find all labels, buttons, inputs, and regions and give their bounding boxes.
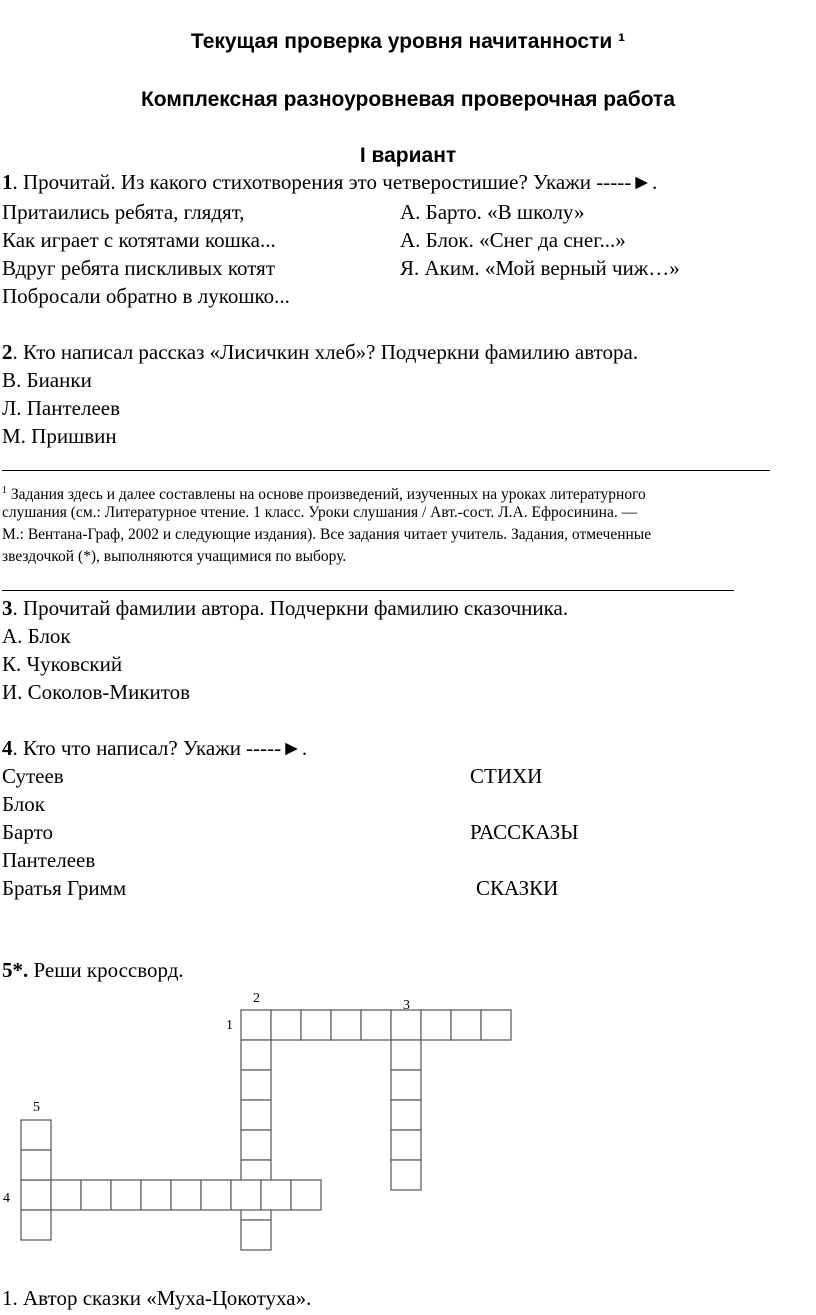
crossword-cell[interactable] xyxy=(21,1210,51,1240)
task4-prompt xyxy=(2,736,307,761)
crossword-cell[interactable] xyxy=(231,1180,261,1210)
crossword-cell[interactable] xyxy=(391,1100,421,1130)
page-subtitle: Комплексная разноуровневая проверочная работа xyxy=(140,88,676,111)
crossword-clue-1: 1. Автор сказки «Муха-Цокотуха». xyxy=(2,1286,312,1310)
crossword-number-5: 5 xyxy=(33,1100,40,1115)
crossword-cell[interactable] xyxy=(81,1180,111,1210)
footnote-line: звездочкой (*), выполняются учащимися по выбору. xyxy=(2,548,347,565)
footnote-mark: 1 xyxy=(2,485,7,496)
crossword-cell[interactable] xyxy=(111,1180,141,1210)
crossword-cell[interactable] xyxy=(241,1010,271,1040)
task4-text: . Кто что написал? Укажи -----►. xyxy=(12,736,308,760)
task1-option: А. Барто. «В школу» xyxy=(400,200,585,224)
crossword-cell[interactable] xyxy=(241,1220,271,1250)
task1-poem-line: Притаились ребята, глядят, xyxy=(2,200,245,224)
task4-genre: СКАЗКИ xyxy=(476,876,559,900)
crossword-grid xyxy=(0,980,560,1270)
crossword-cell[interactable] xyxy=(21,1180,51,1210)
crossword-cell[interactable] xyxy=(241,1040,271,1070)
page-title: Текущая проверка уровня начитанности ¹ xyxy=(190,30,626,53)
task2-option: М. Пришвин xyxy=(2,424,117,448)
crossword-cell[interactable] xyxy=(261,1180,291,1210)
crossword-cell[interactable] xyxy=(51,1180,81,1210)
task5-text: Реши кроссворд. xyxy=(28,958,184,982)
crossword-cell[interactable] xyxy=(241,1100,271,1130)
task1-option: Я. Аким. «Мой верный чиж…» xyxy=(400,256,680,280)
crossword-cell[interactable] xyxy=(291,1180,321,1210)
footnote-line: $^1$ Задания здесь и далее составлены на основе произведений, изученных на уроках литературного xyxy=(2,485,646,504)
crossword-cell[interactable] xyxy=(21,1120,51,1150)
task1-option: А. Блок. «Снег да снег...» xyxy=(400,228,626,252)
footnote-end-separator xyxy=(2,590,734,591)
task4-genre: РАССКАЗЫ xyxy=(470,820,579,844)
crossword-cell[interactable] xyxy=(271,1010,301,1040)
crossword-svg xyxy=(0,980,560,1270)
crossword-cell[interactable] xyxy=(391,1130,421,1160)
task1-poem-line: Вдруг ребята пискливых котят xyxy=(2,256,275,280)
task4-author: Барто xyxy=(2,820,54,844)
crossword-cell[interactable] xyxy=(391,1010,421,1040)
crossword-number-3: 3 xyxy=(403,998,410,1013)
task5-number: 5*. xyxy=(2,958,29,982)
task1-text: . Прочитай. Из какого стихотворения это четверостишие? Укажи -----►. xyxy=(12,170,658,194)
crossword-cell[interactable] xyxy=(391,1160,421,1190)
task3-option: К. Чуковский xyxy=(2,652,123,676)
task2-prompt xyxy=(2,340,638,365)
crossword-number-2: 2 xyxy=(253,991,260,1006)
task2-number: 2 xyxy=(2,340,13,364)
task2-option: В. Бианки xyxy=(2,368,92,392)
crossword-number-1: 1 xyxy=(226,1018,233,1033)
task1-prompt xyxy=(2,170,657,195)
footnote-separator xyxy=(2,470,770,471)
task4-author: Блок xyxy=(2,792,45,816)
task1-poem-line: Как играет с котятами кошка... xyxy=(2,228,276,252)
crossword-cell[interactable] xyxy=(421,1010,451,1040)
task2-text: . Кто написал рассказ «Лисичкин хлеб»? Подчеркни фамилию автора. xyxy=(12,340,639,364)
crossword-cell[interactable] xyxy=(171,1180,201,1210)
crossword-cell[interactable] xyxy=(201,1180,231,1210)
task1-poem-line: Побросали обратно в лукошко... xyxy=(2,284,290,308)
task2-option: Л. Пантелеев xyxy=(2,396,121,420)
crossword-cell[interactable] xyxy=(391,1040,421,1070)
task3-number: 3 xyxy=(2,596,13,620)
crossword-number-4: 4 xyxy=(3,1191,10,1206)
crossword-cell[interactable] xyxy=(331,1010,361,1040)
task4-author: Пантелеев xyxy=(2,848,96,872)
crossword-cell[interactable] xyxy=(241,1070,271,1100)
task3-text: . Прочитай фамилии автора. Подчеркни фамилию сказочника. xyxy=(12,596,569,620)
task3-option: А. Блок xyxy=(2,624,71,648)
task4-number: 4 xyxy=(2,736,13,760)
crossword-cell[interactable] xyxy=(361,1010,391,1040)
task4-genre: СТИХИ xyxy=(470,764,543,788)
task3-prompt xyxy=(2,596,568,621)
task1-number: 1 xyxy=(2,170,13,194)
task4-author: Сутеев xyxy=(2,764,64,788)
footnote-line: М.: Вентана-Граф, 2002 и следующие издания). Все задания читает учитель. Задания, отмеченные xyxy=(2,526,652,543)
crossword-cell[interactable] xyxy=(391,1070,421,1100)
crossword-cell[interactable] xyxy=(241,1130,271,1160)
crossword-cell[interactable] xyxy=(21,1150,51,1180)
crossword-cell[interactable] xyxy=(301,1010,331,1040)
crossword-cell[interactable] xyxy=(481,1010,511,1040)
crossword-cell[interactable] xyxy=(141,1180,171,1210)
footnote-line: слушания (см.: Литературное чтение. 1 класс. Уроки слушания / Авт.-сост. Л.А. Ефросинина. — xyxy=(2,504,638,521)
crossword-cell[interactable] xyxy=(451,1010,481,1040)
task4-author: Братья Гримм xyxy=(2,876,127,900)
task3-option: И. Соколов-Микитов xyxy=(2,680,191,704)
variant-heading: I вариант xyxy=(359,144,457,167)
